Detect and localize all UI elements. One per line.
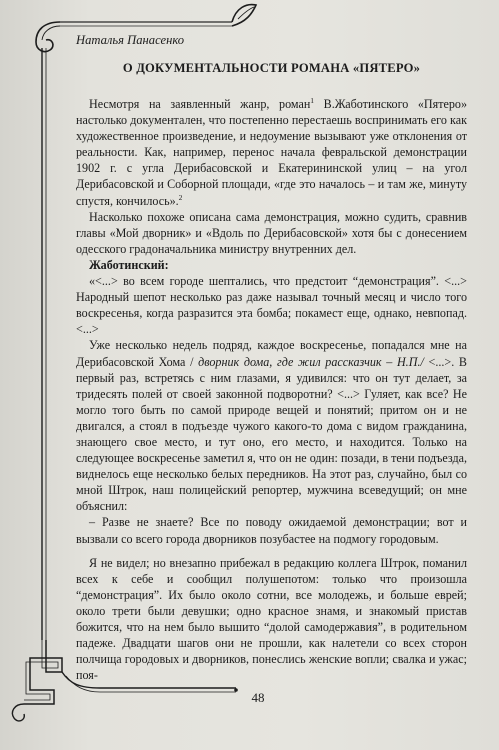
paragraph-quote-2-text-2: <...>. В первый раз, встретясь с ним глазами, я удивился: что он тут делает, за тридесять полей от своей законной подворотни? <...> Гуляет, как все? Не могло того быть по самой природе вещей и понятий; притом он и не двигался, а стоял в подъезде чужого какого-то дома с видом гражданина, знающего свое место, и тут оно, его место, и находится. Только на следующее воскресенье заметил я, что он не один: позади, в тени подъезда, виднелось еще несколько белых передников. На этот раз, случайно, был со мной Штрок, наш полицейский репортер, мужчина всеведущий; он мне объяснил:	[76, 354, 467, 514]
article-title: О ДОКУМЕНТАЛЬНОСТИ РОМАНА «ПЯТЕРО»	[122, 61, 421, 75]
paragraph-intro	[76, 96, 467, 209]
footnote-marker-2: 2	[178, 192, 183, 202]
paragraph-quote-1: «<...> во всем городе шептались, что предстоит “демонстрация”. <...> Народный шепот несколько раз даже называл точный месяц и число того воскресенья, когда разразится эта бомба; покамест еще, однако, невпопад. <...>	[76, 274, 467, 337]
paragraph-quote-2	[76, 337, 467, 514]
paragraph-quote-4: Я не видел; но внезапно прибежал в редакцию коллега Штрок, поманил всех к себе и сообщил полушепотом: только что произошла “демонстрация”. Их было около сотни, все молодежь, и больше еврей; около трети были девушки; одно красное знамя, и знакомый пристав божится, что на нем было вышито “долой самодержавия”, в родительном падеже. Двадцати шагов они не прошли, как налетели со всех сторон полчища городовых и дворников, понеслись женские вопли; свалка и ужас; поя-	[76, 555, 467, 683]
paragraph-gap	[76, 547, 467, 555]
speaker-label: Жаботинский:	[89, 257, 169, 272]
paragraph-quote-2-text-1: Уже несколько недель подряд, каждое воскресенье, попадался мне на Дерибасовской Хома /	[76, 338, 467, 369]
paragraph-intro-text-1: Несмотря на заявленный жанр, роман	[89, 97, 311, 111]
editor-note: дворник дома, где жил рассказчик – Н.П./	[198, 354, 424, 369]
paragraph-quote-3: – Разве не знаете? Все по поводу ожидаемой демонстрации; вот и вызвали со всего города дворников позубастее на подмогу городовым.	[76, 515, 467, 546]
page-number: 48	[251, 690, 265, 705]
paragraph-intro-text-2: В.Жаботинского «Пятеро» настолько документален, что постепенно перестаешь воспринимать его как художественное произведение, и недоумение вызывают уже отклонения от реальности. Как, например, перенос начала февральской демонстрации 1902 г. с угла Дерибасовской и Екатерининской улиц – на угол Дерибасовской и Соборной площади, «где это началось – и там же, минуту спустя, кончилось».	[76, 97, 468, 208]
author-name: Наталья Панасенко	[76, 33, 185, 47]
footnote-marker-1: 1	[310, 95, 315, 105]
paragraph-comparison: Насколько похоже описана сама демонстрация, можно судить, сравнив главы «Мой дворник» и «Вдоль по Дерибасовской» хотя бы с донесением одесского градоначальника министру внутренних дел.	[76, 209, 467, 256]
page-content	[76, 32, 467, 683]
